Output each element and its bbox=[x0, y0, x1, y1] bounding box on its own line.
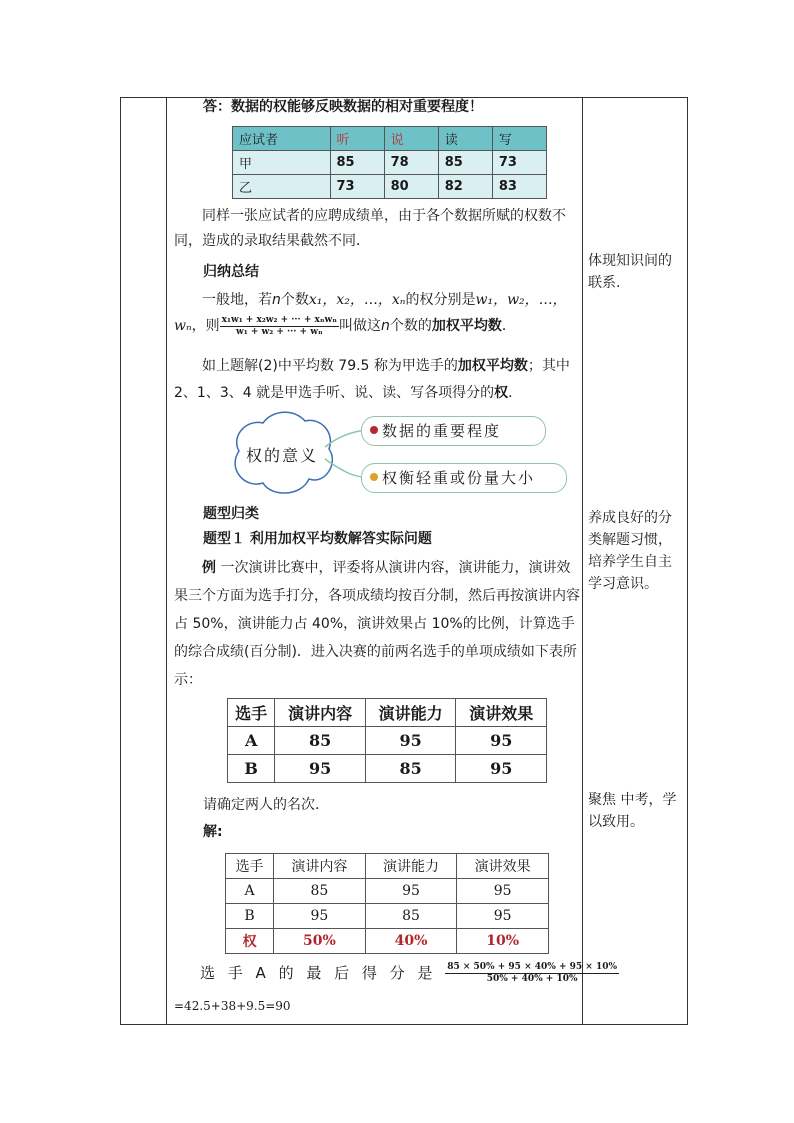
table-cell: 73 bbox=[330, 175, 384, 199]
definition-vars: x₁，x₂，…，xₙ bbox=[308, 292, 406, 308]
table-cell: B bbox=[226, 904, 274, 929]
weighted-mean-definition bbox=[174, 287, 580, 339]
table-cell: 85 bbox=[365, 904, 457, 929]
fraction-denominator: w₁ + w₂ + ··· + wₙ bbox=[236, 326, 323, 337]
table-cell: 乙 bbox=[233, 175, 331, 199]
score-a-line bbox=[200, 962, 619, 985]
table-cell: 95 bbox=[274, 904, 366, 929]
ask-text: 请确定两人的名次． bbox=[203, 797, 329, 813]
paragraph-example-explain: 如上题解(2)中平均数 79.5 称为甲选手的加权平均数；其中 2、1、3、4 就是甲选手听、说、读、写各项得分的权． bbox=[174, 358, 570, 401]
table-header-cell: 写 bbox=[492, 127, 546, 151]
definition-vars: wₙ bbox=[174, 318, 192, 334]
fraction-numerator: 85 × 50% + 95 × 40% + 95 × 10% bbox=[447, 962, 618, 972]
table-row bbox=[228, 727, 547, 755]
table-cell: 95 bbox=[457, 879, 549, 904]
table-cell: B bbox=[228, 755, 275, 783]
definition-text: ． bbox=[501, 318, 516, 334]
table-header-cell: 演讲效果 bbox=[457, 854, 549, 879]
bullet-icon bbox=[370, 426, 378, 434]
table-cell: 73 bbox=[492, 151, 546, 175]
table-header-cell: 读 bbox=[438, 127, 492, 151]
mindmap-item-label: 数据的重要程度 bbox=[382, 422, 502, 440]
table-cell: 83 bbox=[492, 175, 546, 199]
score-a-result: =42.5+38+9.5=90 bbox=[174, 999, 291, 1013]
definition-var: n bbox=[380, 318, 390, 334]
weighted-mean-fraction bbox=[220, 315, 339, 338]
table-cell: 78 bbox=[384, 151, 438, 175]
table-row bbox=[226, 904, 549, 929]
table-cell: 95 bbox=[365, 727, 456, 755]
definition-text: 的权分别是 bbox=[405, 292, 476, 308]
table-cell: A bbox=[226, 879, 274, 904]
mindmap-item-balance bbox=[361, 463, 567, 493]
mindmap-center: 权的意义 bbox=[246, 446, 319, 465]
fraction-numerator: x₁w₁ + x₂w₂ + ··· + xₙwₙ bbox=[221, 314, 337, 325]
summary-heading: 归纳总结 bbox=[203, 264, 259, 280]
table-header-cell: 选手 bbox=[226, 854, 274, 879]
table-cell: 95 bbox=[275, 755, 366, 783]
table-row bbox=[228, 755, 547, 783]
table-header-cell: 选手 bbox=[228, 699, 275, 727]
type1-heading: 题型１ 利用加权平均数解答实际问题 bbox=[203, 531, 432, 547]
table-header-row bbox=[228, 699, 547, 727]
table-row bbox=[233, 151, 547, 175]
table-header-cell: 应试者 bbox=[233, 127, 331, 151]
table-cell: 95 bbox=[365, 879, 457, 904]
table-header-row bbox=[233, 127, 547, 151]
table-header-cell: 演讲效果 bbox=[456, 699, 547, 727]
table-header-cell: 演讲内容 bbox=[275, 699, 366, 727]
example-problem: 例 一次演讲比赛中，评委将从演讲内容，演讲能力，演讲效果三个方面为选手打分，各项成绩均按百分制，然后再按演讲内容占 50%，演讲能力占 40%，演讲效果占 10%的比例，计算选手的综合成绩(百分制)．进入决赛的前两名选手的单项成绩如下表所示： bbox=[174, 560, 580, 688]
answer-text: 答：数据的权能够反映数据的相对重要程度！ bbox=[203, 99, 483, 115]
table-cell: A bbox=[228, 727, 275, 755]
table-header-cell: 演讲能力 bbox=[365, 854, 457, 879]
table-header-cell: 听 bbox=[330, 127, 384, 151]
table-cell: 85 bbox=[275, 727, 366, 755]
score-a-fraction bbox=[445, 962, 619, 985]
table-cell: 甲 bbox=[233, 151, 331, 175]
side-note-1: 体现知识间的联系. bbox=[588, 253, 672, 291]
table-row bbox=[226, 879, 549, 904]
score-a-label: 选 手 A 的 最 后 得 分 是 bbox=[200, 964, 437, 982]
score-table-1 bbox=[232, 126, 547, 199]
table-header-cell: 说 bbox=[384, 127, 438, 151]
column-divider-2 bbox=[582, 98, 583, 1024]
table-cell: 85 bbox=[365, 755, 456, 783]
definition-text: 个数的 bbox=[389, 318, 432, 334]
speech-score-table bbox=[227, 698, 547, 783]
table-cell: 85 bbox=[438, 151, 492, 175]
solve-label: 解: bbox=[203, 824, 223, 840]
table-cell: 80 bbox=[384, 175, 438, 199]
definition-text: 一般地，若 bbox=[202, 292, 272, 308]
table-cell: 权 bbox=[226, 929, 274, 954]
definition-var: n bbox=[272, 292, 281, 308]
bullet-icon bbox=[370, 473, 378, 481]
table-cell: 50% bbox=[274, 929, 366, 954]
table-cell: 10% bbox=[457, 929, 549, 954]
table-header-row bbox=[226, 854, 549, 879]
table-header-cell: 演讲能力 bbox=[365, 699, 456, 727]
weighted-score-table bbox=[225, 853, 549, 954]
side-note-3: 聚焦 中考，学以致用。 bbox=[588, 792, 677, 830]
fraction-denominator: 50% + 40% + 10% bbox=[486, 974, 578, 984]
table-cell: 85 bbox=[330, 151, 384, 175]
column-divider-1 bbox=[166, 98, 167, 1024]
table-row bbox=[233, 175, 547, 199]
table-header-cell: 演讲内容 bbox=[274, 854, 366, 879]
definition-text: ，则 bbox=[191, 318, 220, 334]
type-heading: 题型归类 bbox=[203, 506, 259, 522]
mindmap-item-label: 权衡轻重或份量大小 bbox=[382, 469, 536, 487]
mindmap-item-importance bbox=[361, 416, 546, 446]
definition-term: 加权平均数 bbox=[431, 318, 502, 334]
definition-text: 叫做这 bbox=[338, 318, 381, 334]
definition-vars: w₁，w₂，…， bbox=[475, 292, 567, 308]
paragraph-same-scores: 同样一张应试者的应聘成绩单，由于各个数据所赋的权数不同，造成的录取结果截然不同． bbox=[174, 208, 566, 249]
weights-row bbox=[226, 929, 549, 954]
table-cell: 95 bbox=[456, 755, 547, 783]
table-cell: 95 bbox=[457, 904, 549, 929]
table-cell: 95 bbox=[456, 727, 547, 755]
definition-text: 个数 bbox=[280, 292, 309, 308]
table-cell: 85 bbox=[274, 879, 366, 904]
table-cell: 40% bbox=[365, 929, 457, 954]
table-cell: 82 bbox=[438, 175, 492, 199]
side-note-2: 养成良好的分类解题习惯，培养学生自主学习意识。 bbox=[588, 510, 672, 592]
